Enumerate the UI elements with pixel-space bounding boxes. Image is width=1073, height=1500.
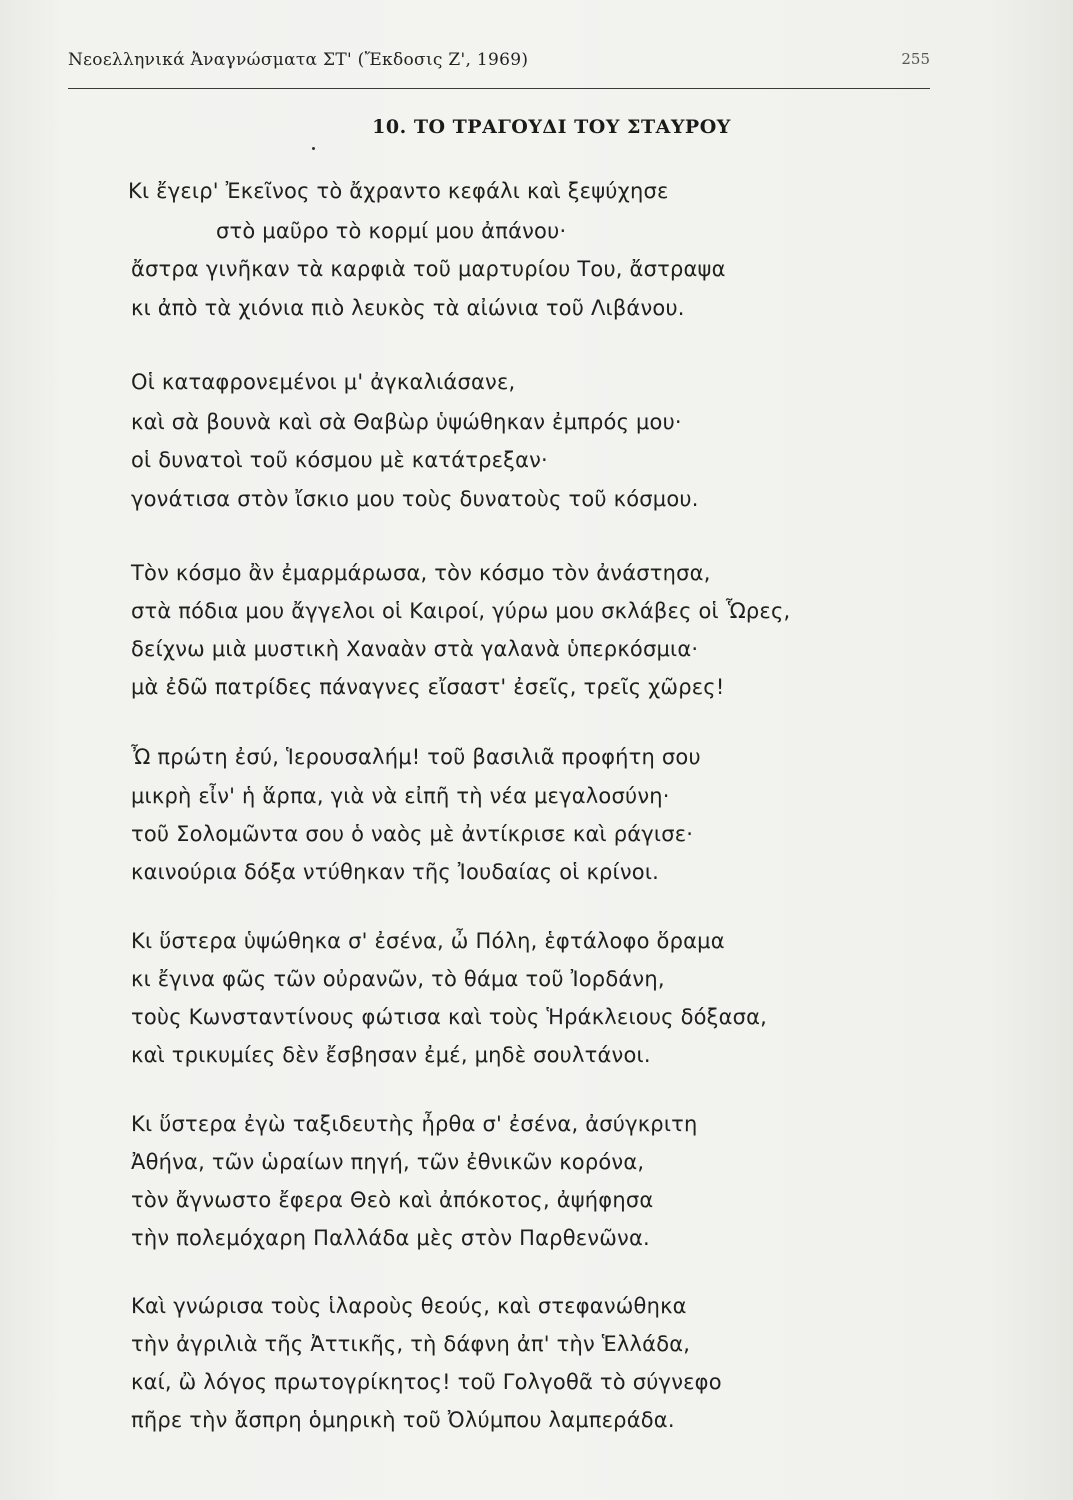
verse-line: τοῦ Σολομῶντα σου ὁ ναὸς μὲ ἀντίκρισε καὶ ράγισε· [131,822,694,846]
verse-line: Κι ἔγειρ' Ἐκεῖνος τὸ ἄχραντο κεφάλι καὶ ξεψύχησε [128,179,669,203]
verse-line: Ἀθήνα, τῶν ὡραίων πηγή, τῶν ἐθνικῶν κορόνα, [131,1150,645,1174]
verse-line: στὰ πόδια μου ἄγγελοι οἱ Καιροί, γύρω μου σκλάβες οἱ Ὧρες, [131,599,791,623]
verse-line: τοὺς Κωνσταντίνους φώτισα καὶ τοὺς Ἡράκλειους δόξασα, [131,1005,768,1029]
verse-line: Κι ὕστερα ὑψώθηκα σ' ἐσένα, ὦ Πόλη, ἑφτάλοφο ὅραμα [131,929,725,953]
verse-line: μικρὴ εἶν' ἡ ἅρπα, γιὰ νὰ εἰπῆ τὴ νέα μεγαλοσύνη· [131,784,670,808]
verse-line: Τὸν κόσμο ἂν ἐμαρμάρωσα, τὸν κόσμο τὸν ἀνάστησα, [131,561,711,585]
verse-line: οἱ δυνατοὶ τοῦ κόσμου μὲ κατάτρεξαν· [131,448,548,472]
verse-line: Κι ὕστερα ἐγὼ ταξιδευτὴς ἦρθα σ' ἐσένα, ἀσύγκριτη [131,1112,698,1136]
verse-line: Οἱ καταφρονεμένοι μ' ἀγκαλιάσανε, [131,370,516,394]
verse-line: κι ἀπὸ τὰ χιόνια πιὸ λευκὸς τὰ αἰώνια τοῦ Λιβάνου. [131,296,685,320]
verse-line: τὴν ἀγριλιὰ τῆς Ἀττικῆς, τὴ δάφνη ἀπ' τὴν Ἑλλάδα, [131,1332,691,1356]
verse-line: κι ἔγινα φῶς τῶν οὐρανῶν, τὸ θάμα τοῦ Ἰορδάνη, [131,967,665,991]
verse-line: καινούρια δόξα ντύθηκαν τῆς Ἰουδαίας οἱ κρίνοι. [131,860,660,884]
page-number: 255 [901,50,930,68]
verse-line: καί, ὢ λόγος πρωτογρίκητος! τοῦ Γολγοθᾶ τὸ σύγνεφο [131,1370,722,1394]
verse-line: δείχνω μιὰ μυστικὴ Χαναὰν στὰ γαλανὰ ὑπερκόσμια· [131,637,699,661]
verse-line: καὶ σὰ βουνὰ καὶ σὰ Θαβὼρ ὑψώθηκαν ἐμπρός μου· [131,410,682,434]
verse-line: πῆρε τὴν ἄσπρη ὁμηρικὴ τοῦ Ὀλύμπου λαμπεράδα. [131,1408,675,1432]
verse-line: τὸν ἄγνωστο ἔφερα Θεὸ καὶ ἀπόκοτος, ἀψήφησα [131,1188,654,1212]
running-title: Νεοελληνικά Ἀναγνώσματα ΣΤ' (Ἔκδοσις Ζ', 1969) [68,50,529,70]
verse-line: γονάτισα στὸν ἴσκιο μου τοὺς δυνατοὺς τοῦ κόσμου. [131,487,699,511]
verse-line: ἄστρα γινῆκαν τὰ καρφιὰ τοῦ μαρτυρίου Του, ἄστραψα [131,257,726,281]
verse-line: τὴν πολεμόχαρη Παλλάδα μὲς στὸν Παρθενῶνα. [131,1226,650,1250]
verse-line: καὶ τρικυμίες δὲν ἔσβησαν ἐμέ, μηδὲ σουλτάνοι. [131,1043,651,1067]
verse-line: στὸ μαῦρο τὸ κορμί μου ἀπάνου· [216,219,567,243]
verse-line: μὰ ἐδῶ πατρίδες πάναγνες εἴσαστ' ἐσεῖς, τρεῖς χῶρες! [131,675,725,699]
verse-line: Καὶ γνώρισα τοὺς ἱλαροὺς θεούς, καὶ στεφανώθηκα [131,1294,687,1318]
verse-line: Ὦ πρώτη ἐσύ, Ἱερουσαλήμ! τοῦ βασιλιᾶ προφήτη σου [131,745,701,769]
poem-title: 10. ΤΟ ΤΡΑΓΟΥΔΙ ΤΟΥ ΣΤΑΥΡΟΥ [372,116,731,138]
